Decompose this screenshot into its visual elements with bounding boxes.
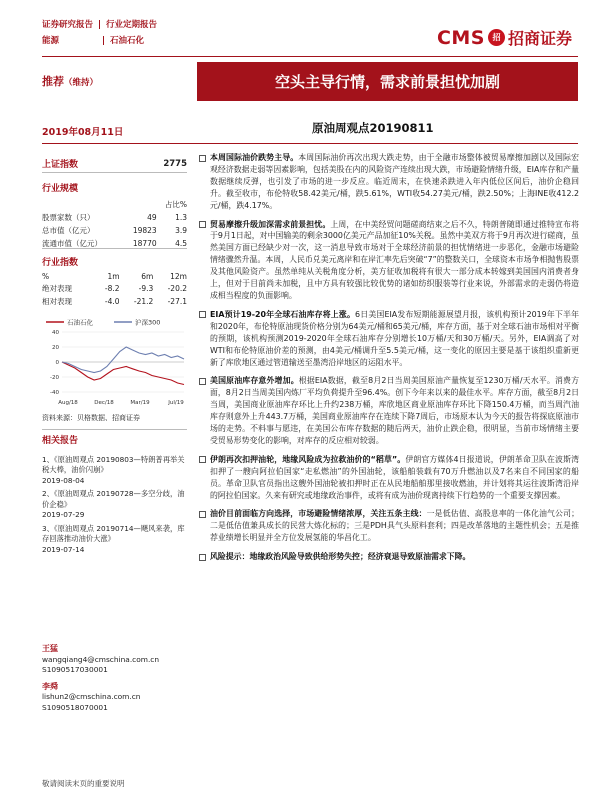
- industry-perf-title: 行业指数: [42, 258, 79, 268]
- rating: [42, 73, 98, 89]
- list-item[interactable]: 1、《原油周观点 20190803—特朗普再举关税大棒，油价闪崩》 2019-08-04: [42, 454, 185, 485]
- sub-sector: 石油石化: [110, 36, 145, 46]
- industry-performance: 行业指数 % 1m 6m 12m 绝对表现 -8.2 -9.3 -20.2 相对表现 -4.0 -21.2 -27.1: [42, 255, 187, 308]
- index-label: 上证指数: [42, 160, 79, 170]
- header-rule: [42, 56, 578, 57]
- x-tick-label: Jul/19: [168, 400, 184, 406]
- table-row: 股票家数（只） 49 1.3: [42, 213, 187, 222]
- report-subtype: 行业定期报告: [106, 20, 158, 30]
- title-rule: [42, 143, 578, 144]
- paragraph: 贸易摩擦升级加深需求前景担忧。上周，在中美经贸问题磋商结束之后不久，特朗普随即通过推特宣布将于9月1日起，对中国输美的剩余3000亿美元产品加征10%关税。虽然中美双方将于9月再次进行磋商，虽然美国方面已经缺少对一次，这一消息导致市场对于全球经济前景的担忧情绪进一步恶化，金融市场避险情绪骤然升温。本周，人民币兑美元离岸和在岸汇率先后突破“7”的整数关口，全球资本市场争相抛售股票及其他风险资产。虽然单纯从关税角度分析，美方征收加税将有很大一部分成本转嫁到美国国内消费者身上，但对于目前尚未加税，且中方具有较强比较优势的诸如纺织服装等行业来说，外部需求的走弱仍将造成相当程度的负面影响。: [199, 219, 579, 302]
- index-value: 2775: [163, 158, 187, 169]
- report-category: 证券研究报告: [42, 20, 94, 30]
- chart-source: 资料来源：贝格数据、招商证券: [42, 414, 140, 422]
- x-tick-label: Mar/19: [130, 400, 150, 406]
- analyst-email[interactable]: wangqiang4@cmschina.com.cn: [42, 654, 160, 664]
- analyst-name: 李舜: [42, 681, 58, 691]
- pct-header: 占比%: [164, 200, 187, 209]
- analyst-email[interactable]: lishun2@cmschina.com.cn: [42, 692, 141, 701]
- divider: [42, 172, 187, 173]
- paragraph: 美国原油库存意外增加。根据EIA数据，截至8月2日当周美国原油产量恢复至1230万桶/天水平。消费方面，8月2日当周美国内炼厂平均负荷提升至96.4%。创下今年来以来的最佳水平。库存方面，截至8月2日当周，美国商业原油库存环比上升约238万桶，库欣地区商业原油库存环比下降150.4万桶，而当周汽油库存则意外上升443.7万桶，美国商业原油库存在连续下降7周后，市场原本认为今天的报告将探底原油市场的走势。不料事与愿违，在美国公布库存数据的随后两天，油价止跌企稳，很明显，当前市场情绪主要受贸易形势变化的影响，对库存的反应相对较弱。: [199, 375, 579, 446]
- series-line: [62, 362, 184, 385]
- report-body: [199, 152, 579, 570]
- rating-label: 推荐: [42, 75, 64, 88]
- series-line: [62, 347, 184, 373]
- report-type-header: [42, 17, 157, 49]
- paragraph: 油价目前面临方向选择，市场避险情绪浓厚，关注五条主线：一是低估值、高股息率的一体化油气公司；二是低估值兼具成长的民营大炼化标的；三是PDH具气头原料套利；四是改革落地的主题性机会；五是推荐业绩增长明显并全方位发展氢能的华昌化工。: [199, 508, 579, 544]
- report-title: 空头主导行情，需求前景担忧加剧: [274, 73, 500, 91]
- y-tick-label: -40: [50, 390, 59, 396]
- table-row: 总市值（亿元） 19823 3.9: [42, 226, 187, 235]
- y-tick-label: 0: [55, 360, 59, 366]
- index-row: [42, 156, 187, 171]
- table-row: 流通市值（亿元） 18770 4.5: [42, 239, 187, 248]
- analyst-cert: S1090518070001: [42, 702, 108, 712]
- x-tick-label: Dec/18: [94, 400, 114, 406]
- paragraph: EIA预计19-20年全球石油库存将上涨。6日美国EIA发布短期能源展望月报，该机构预计2019年下半年和2020年，布伦特原油现货价格分别为64美元/桶和65美元/桶，库存方面，基于对全球石油市场相对平衡的预期，该机构预测2019-2020年全球石油库存分别增长10万桶/天和30万桶/天。另外，EIA调高了对WTI和布伦特原油价差的预测，由4美元/桶调升至5.5美元/桶，这一变化的原因主要是基于该组织重新更新了库欣地区通过管道输送至墨湾沿岸地区的运阻水平。: [199, 309, 579, 369]
- divider: [42, 429, 187, 430]
- y-tick-label: 40: [52, 330, 59, 336]
- report-subtitle: 原油周观点20190811: [312, 121, 434, 135]
- industry-scale-title: 行业规模: [42, 184, 79, 194]
- paragraph: 本周国际油价跌势主导。本周国际油价再次出现大跌走势，由于全融市场整体被贸易摩擦加剧以及国际宏观经济数据走弱等因素影响，包括美股在内的风险资产连续出现大跌，市场避险情绪升级，EIA库存和产量数据继续反弹，也引发了市场的进一步反应。临近周末，在快速杀跌进入年内低位区间后，油价企稳回升。截至收市，布伦特收58.42美元/桶，跌5.61%，WTI收54.27美元/桶，跌2.50%；上海INE收412.2元/桶，跌4.17%。: [199, 152, 579, 212]
- y-tick-label: 20: [52, 345, 59, 351]
- industry-scale: [42, 181, 187, 250]
- legend-oil: 石油石化: [67, 318, 93, 327]
- table-row: 相对表现 -4.0 -21.2 -27.1: [42, 297, 187, 306]
- analysts: [42, 644, 187, 713]
- cms-logo: [437, 26, 572, 49]
- logo-cn: 招商证券: [507, 29, 572, 48]
- footer-disclaimer: 敬请阅读末页的重要说明: [42, 779, 125, 788]
- rating-status: （维持）: [64, 78, 99, 88]
- logo-ball-icon: 招: [488, 29, 505, 46]
- related-title: 相关报告: [42, 436, 79, 446]
- legend-hs300: 沪深300: [135, 318, 161, 327]
- analyst-name: 王猛: [42, 644, 58, 653]
- report-date: 2019年08月11日: [42, 127, 124, 138]
- related-reports: [42, 436, 187, 555]
- performance-chart: [42, 316, 188, 408]
- table-row: 绝对表现 -8.2 -9.3 -20.2: [42, 284, 187, 293]
- paragraph: 风险提示：地缘政治风险导致供给形势失控；经济衰退导致原油需求下降。: [199, 551, 579, 563]
- paragraph: 伊朗再次扣押油轮，地缘风险成为拉救油价的“稻草”。伊朗官方媒体4日报道说，伊朗革命卫队在波斯湾扣押了一艘向阿拉伯国家“走私燃油”的外国油轮，该船舶装载有70万升燃油以及7名来自不同国家的船员。革命卫队官员指出这艘外国油轮被扣押时正在从民地船舶那里接收燃油，并计划将其运往波斯湾沿岸的阿拉伯国家。久来有研究或地缘政治事件，或将有成为油价现离持续下行趋势的一个重要支撑因素。: [199, 454, 579, 502]
- list-item[interactable]: 3、《原油周观点 20190714—飓风来袭，库存回落推动油价大涨》 2019-07-14: [42, 523, 185, 554]
- x-tick-label: Aug/18: [58, 400, 78, 406]
- analyst-cert: S1090517030001: [42, 665, 108, 674]
- sector: 能源: [42, 36, 60, 46]
- list-item[interactable]: 2、《原油周观点 20190728—多空分歧，油价企稳》 2019-07-29: [42, 489, 185, 519]
- y-tick-label: -20: [50, 375, 59, 381]
- divider: [42, 248, 187, 249]
- logo-en: CMS: [436, 26, 485, 49]
- report-title-banner: [197, 62, 578, 101]
